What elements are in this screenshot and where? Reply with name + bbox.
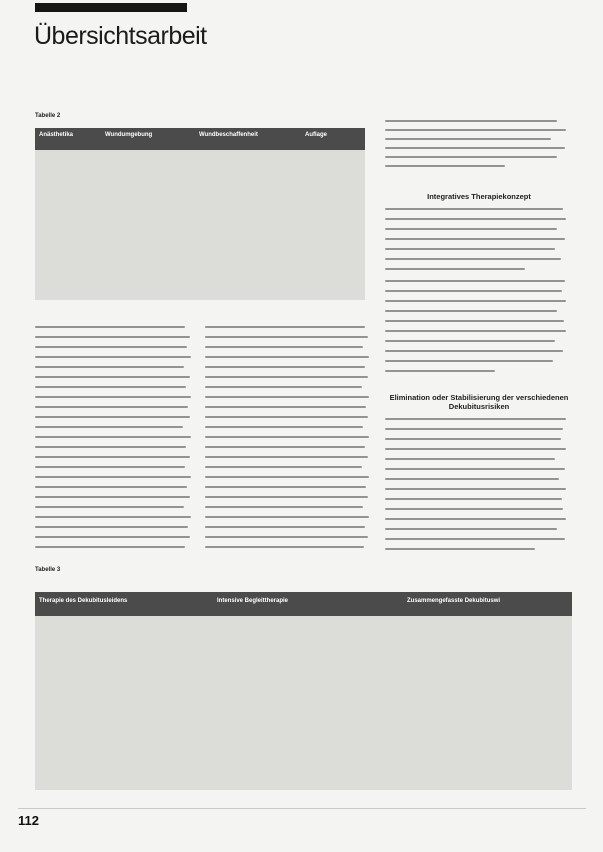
- table2-col-2: Wundumgebung: [105, 132, 153, 138]
- text-column-right-mid: [385, 208, 571, 384]
- header-bar: [35, 3, 187, 12]
- table3-body: [35, 616, 572, 790]
- section-heading-integrative: Integratives Therapiekonzept: [427, 192, 531, 201]
- text-column-middle: [205, 326, 371, 558]
- text-column-left: [35, 326, 193, 558]
- table2-label: Tabelle 2: [35, 113, 61, 119]
- table3-col-3: Zusammengefasste Dekubituswi: [407, 598, 501, 604]
- table2-body: [35, 150, 365, 300]
- section-heading-elimination: Elimination oder Stabilisierung der verschiedenen Dekubitusrisiken: [389, 393, 569, 411]
- table3-label: Tabelle 3: [35, 567, 61, 573]
- footer-rule: [18, 808, 586, 809]
- table3-col-1: Therapie des Dekubitusleidens: [39, 598, 128, 604]
- table2: [35, 128, 365, 300]
- table3: [35, 592, 572, 790]
- table2-col-1: Anästhetika: [39, 132, 74, 138]
- text-column-right-top: [385, 116, 571, 182]
- table2-col-4: Auflage: [305, 132, 328, 138]
- table3-header: [35, 592, 572, 616]
- page-number: 112: [18, 813, 39, 828]
- table3-col-2: Intensive Begleittherapie: [217, 598, 289, 604]
- table2-col-3: Wundbeschaffenheit: [199, 132, 258, 138]
- table2-header: [35, 128, 365, 150]
- page-title: Übersichtsarbeit: [34, 22, 207, 50]
- text-column-right-bottom: [385, 418, 571, 552]
